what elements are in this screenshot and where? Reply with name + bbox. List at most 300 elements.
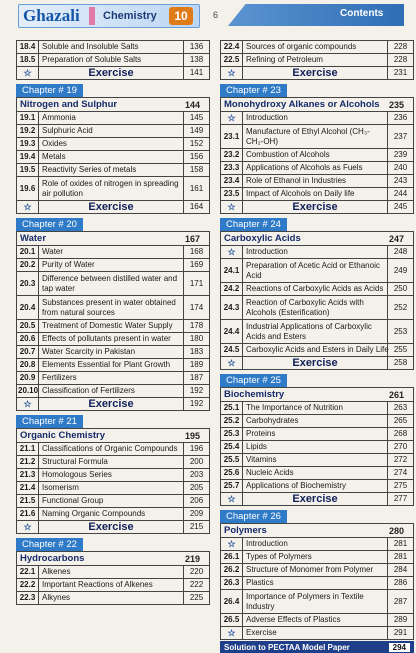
toc-row [221, 259, 414, 283]
topic-title: Refining of Petroleum [243, 54, 388, 67]
topic-number: 26.5 [221, 614, 243, 627]
chapter-title-row [220, 231, 414, 245]
page-ref: 286 [388, 577, 414, 590]
chapter-header [220, 510, 414, 523]
chapter-title-row [16, 231, 210, 245]
topic-title: Exercise [243, 493, 388, 506]
toc-row [17, 272, 210, 296]
topic-title: Water [39, 246, 184, 259]
topic-title: Introduction [243, 538, 388, 551]
toc-row [221, 538, 414, 551]
topic-number: 24.1 [221, 259, 243, 283]
toc-row [17, 138, 210, 151]
topic-title: Purity of Water [39, 259, 184, 272]
topic-title: Manufacture of Ethyl Alcohol (CH₃-CH₂-OH) [243, 125, 388, 149]
toc-table [220, 537, 414, 640]
topic-number: 20.8 [17, 359, 39, 372]
topic-title: The Importance of Nutrition [243, 402, 388, 415]
page-ref: 253 [388, 320, 414, 344]
solution-row [220, 641, 414, 653]
chapter-title-row [16, 97, 210, 111]
topic-number: 22.4 [221, 41, 243, 54]
topic-title: Role of oxides of nitrogen in spreading air pollution [39, 177, 184, 201]
topic-title: Structure of Monomer from Polymer [243, 564, 388, 577]
topic-title: Adverse Effects of Plastics [243, 614, 388, 627]
toc-row [17, 482, 210, 495]
star-icon: ☆ [221, 357, 243, 370]
topic-title: Applications of Biochemistry [243, 480, 388, 493]
topic-title: Classifications of Organic Compounds [39, 443, 184, 456]
chapter-tag: Chapter # 24 [220, 218, 287, 231]
page-ref: 277 [388, 493, 414, 506]
page-ref: 243 [388, 175, 414, 188]
page-number: 6 [213, 10, 219, 20]
topic-title: Industrial Applications of Carboxylic Acids and Esters [243, 320, 388, 344]
page-ref: 240 [388, 162, 414, 175]
chapter-title: Monohydroxy Alkanes or Alcohols [224, 99, 380, 110]
topic-title: Treatment of Domestic Water Supply [39, 320, 184, 333]
topic-title: Plastics [243, 577, 388, 590]
topic-number: 21.6 [17, 508, 39, 521]
toc-row [17, 495, 210, 508]
toc-row [17, 246, 210, 259]
page-header [0, 0, 416, 40]
chapter-title-row [220, 97, 414, 111]
topic-title: Isomerism [39, 482, 184, 495]
topic-title: Introduction [243, 246, 388, 259]
topic-title: Exercise [243, 67, 388, 80]
solution-page: 294 [389, 643, 410, 652]
topic-title: Proteins [243, 428, 388, 441]
page-ref: 275 [388, 480, 414, 493]
page-ref: 209 [184, 508, 210, 521]
topic-title: Difference between distilled water and tap water [39, 272, 184, 296]
topic-title: Structural Formula [39, 456, 184, 469]
topic-number: 22.2 [17, 579, 39, 592]
topic-number: 20.2 [17, 259, 39, 272]
page-ref: 187 [184, 372, 210, 385]
toc-row [221, 149, 414, 162]
topic-number: 26.3 [221, 577, 243, 590]
topic-number: 21.2 [17, 456, 39, 469]
topic-number: 22.5 [221, 54, 243, 67]
topic-number: 21.1 [17, 443, 39, 456]
toc-row [221, 162, 414, 175]
star-icon: ☆ [17, 67, 39, 80]
chapter-header [16, 415, 210, 428]
toc-row [17, 333, 210, 346]
chapter-title: Nitrogen and Sulphur [20, 99, 118, 110]
toc-row [221, 296, 414, 320]
toc-row [221, 283, 414, 296]
toc-row [221, 454, 414, 467]
toc-table [220, 245, 414, 370]
star-icon: ☆ [221, 627, 243, 640]
topic-title: Metals [39, 151, 184, 164]
page-ref: 192 [184, 385, 210, 398]
toc-row [221, 428, 414, 441]
topic-title: Preparation of Soluble Salts [39, 54, 184, 67]
page-ref: 291 [388, 627, 414, 640]
toc-row [221, 564, 414, 577]
topic-title: Exercise [243, 201, 388, 214]
toc-row [221, 125, 414, 149]
page-ref: 178 [184, 320, 210, 333]
star-icon: ☆ [221, 246, 243, 259]
topic-number: 25.6 [221, 467, 243, 480]
topic-number: 23.1 [221, 125, 243, 149]
page-ref: 281 [388, 538, 414, 551]
exercise-row [17, 201, 210, 214]
chapter-tag: Chapter # 21 [16, 415, 83, 428]
toc-row [221, 614, 414, 627]
topic-title: Carbohydrates [243, 415, 388, 428]
topic-number: 20.3 [17, 272, 39, 296]
page-ref: 248 [388, 246, 414, 259]
topic-number: 25.1 [221, 402, 243, 415]
toc-row [17, 579, 210, 592]
topic-title: Substances present in water obtained from natural sources [39, 296, 184, 320]
chapter-tag: Chapter # 25 [220, 374, 287, 387]
page-ref: 206 [184, 495, 210, 508]
chapter-start-page: 144 [184, 99, 200, 110]
chapter-start-page: 235 [388, 99, 404, 110]
page-ref: 236 [388, 112, 414, 125]
page-ref: 141 [184, 67, 210, 80]
toc-row [17, 125, 210, 138]
page-ref: 239 [388, 149, 414, 162]
topic-number: 24.5 [221, 344, 243, 357]
toc-table [16, 565, 210, 605]
topic-title: Applications of Alcohols as Fuels [243, 162, 388, 175]
toc-table [220, 401, 414, 506]
page-ref: 196 [184, 443, 210, 456]
topic-number: 19.1 [17, 112, 39, 125]
page-ref: 228 [388, 54, 414, 67]
chapter-title: Biochemistry [224, 389, 285, 400]
page-ref: 220 [184, 566, 210, 579]
topic-title: Ammonia [39, 112, 184, 125]
star-icon: ☆ [17, 398, 39, 411]
page-ref: 192 [184, 398, 210, 411]
chapter-tag: Chapter # 26 [220, 510, 287, 523]
topic-number: 22.3 [17, 592, 39, 605]
page-ref: 158 [184, 164, 210, 177]
exercise-row [221, 201, 414, 214]
toc-row [221, 551, 414, 564]
page-ref: 270 [388, 441, 414, 454]
topic-title: Combustion of Alcohols [243, 149, 388, 162]
chapter-title-row [220, 523, 414, 537]
chapter-start-page: 167 [184, 233, 200, 244]
toc-row [17, 469, 210, 482]
exercise-row [17, 398, 210, 411]
toc-row [221, 402, 414, 415]
toc-row [17, 259, 210, 272]
star-icon: ☆ [221, 538, 243, 551]
page-ref: 149 [184, 125, 210, 138]
brand-divider [89, 7, 95, 25]
page-ref: 161 [184, 177, 210, 201]
topic-title: Classification of Fertilizers [39, 385, 184, 398]
topic-number: 24.4 [221, 320, 243, 344]
chapter-tag: Chapter # 20 [16, 218, 83, 231]
chapter-start-page: 219 [184, 553, 200, 564]
topic-number: 23.2 [221, 149, 243, 162]
topic-number: 18.4 [17, 41, 39, 54]
topic-number: 25.3 [221, 428, 243, 441]
exercise-row [17, 521, 210, 534]
page-ref: 156 [184, 151, 210, 164]
toc-row [221, 112, 414, 125]
star-icon: ☆ [221, 67, 243, 80]
toc-row [221, 54, 414, 67]
page-ref: 258 [388, 357, 414, 370]
topic-title: Alkenes [39, 566, 184, 579]
topic-title: Sources of organic compounds [243, 41, 388, 54]
page-ref: 272 [388, 454, 414, 467]
grade-badge: 10 [169, 7, 193, 25]
toc-table [16, 40, 210, 80]
topic-title: Important Reactions of Alkenes [39, 579, 184, 592]
page-ref: 287 [388, 590, 414, 614]
page-ref: 222 [184, 579, 210, 592]
topic-number: 19.5 [17, 164, 39, 177]
topic-number: 20.6 [17, 333, 39, 346]
toc-row [221, 415, 414, 428]
solution-title: Solution to PECTAA Model Paper [224, 642, 350, 652]
topic-title: Exercise [243, 357, 388, 370]
toc-row [221, 590, 414, 614]
page-ref: 225 [184, 592, 210, 605]
topic-number: 20.1 [17, 246, 39, 259]
chapter-header [220, 218, 414, 231]
subject-name: Chemistry [103, 10, 157, 22]
topic-title: Elements Essential for Plant Growth [39, 359, 184, 372]
chapter-title: Carboxylic Acids [224, 233, 301, 244]
topic-title: Lipids [243, 441, 388, 454]
page-ref: 289 [388, 614, 414, 627]
chapter-start-page: 280 [388, 525, 404, 536]
page-ref: 205 [184, 482, 210, 495]
topic-title: Exercise [39, 521, 184, 534]
toc-row [17, 320, 210, 333]
toc-row [17, 296, 210, 320]
toc-row [17, 443, 210, 456]
star-icon: ☆ [221, 112, 243, 125]
page-ref: 268 [388, 428, 414, 441]
toc-row [17, 151, 210, 164]
topic-title: Naming Organic Compounds [39, 508, 184, 521]
topic-number: 25.4 [221, 441, 243, 454]
chapter-header [16, 218, 210, 231]
chapter-start-page: 261 [388, 389, 404, 400]
page-ref: 281 [388, 551, 414, 564]
topic-number: 23.4 [221, 175, 243, 188]
chapter-start-page: 247 [388, 233, 404, 244]
right-column [220, 40, 414, 653]
page-ref: 284 [388, 564, 414, 577]
topic-number: 19.2 [17, 125, 39, 138]
toc-table [16, 245, 210, 411]
toc-table [16, 442, 210, 534]
toc-row [17, 54, 210, 67]
toc-row [17, 385, 210, 398]
brand-name: Ghazali [23, 6, 80, 25]
topic-title: Homologous Series [39, 469, 184, 482]
exercise-row [221, 493, 414, 506]
page-ref: 249 [388, 259, 414, 283]
chapter-title: Water [20, 233, 47, 244]
chapter-tag: Chapter # 23 [220, 84, 287, 97]
chapter-start-page: 195 [184, 430, 200, 441]
topic-title: Effects of pollutants present in water [39, 333, 184, 346]
page-ref: 169 [184, 259, 210, 272]
topic-title: Impact of Alcohols on Daily life [243, 188, 388, 201]
topic-title: Exercise [39, 398, 184, 411]
topic-number: 25.2 [221, 415, 243, 428]
topic-number: 22.1 [17, 566, 39, 579]
topic-number: 20.5 [17, 320, 39, 333]
book-brand [18, 4, 200, 28]
page-ref: 255 [388, 344, 414, 357]
chapter-title: Hydrocarbons [20, 553, 85, 564]
toc-row [17, 41, 210, 54]
toc-row [221, 41, 414, 54]
toc-table [16, 111, 210, 214]
topic-title: Reactions of Carboxylic Acids as Acids [243, 283, 388, 296]
page-ref: 237 [388, 125, 414, 149]
topic-title: Soluble and Insoluble Salts [39, 41, 184, 54]
topic-title: Role of Ethanol in Industries [243, 175, 388, 188]
topic-title: Oxides [39, 138, 184, 151]
toc-row [221, 577, 414, 590]
star-icon: ☆ [17, 521, 39, 534]
topic-number: 19.3 [17, 138, 39, 151]
topic-title: Types of Polymers [243, 551, 388, 564]
page-ref: 245 [388, 201, 414, 214]
toc-row [221, 246, 414, 259]
topic-number: 19.4 [17, 151, 39, 164]
topic-number: 21.5 [17, 495, 39, 508]
topic-title: Reaction of Carboxylic Acids with Alcohols (Esterification) [243, 296, 388, 320]
toc-row [17, 112, 210, 125]
toc-row [17, 456, 210, 469]
topic-title: Exercise [39, 67, 184, 80]
topic-number: 18.5 [17, 54, 39, 67]
topic-title: Functional Group [39, 495, 184, 508]
page-ref: 203 [184, 469, 210, 482]
chapter-title-row [16, 428, 210, 442]
topic-title: Reactivity Series of metals [39, 164, 184, 177]
topic-title: Preparation of Acetic Acid or Ethanoic Acid [243, 259, 388, 283]
topic-number: 20.10 [17, 385, 39, 398]
topic-title: Carboxylic Acids and Esters in Daily Life [243, 344, 388, 357]
toc-row [17, 359, 210, 372]
page-ref: 152 [184, 138, 210, 151]
topic-title: Exercise [243, 627, 388, 640]
chapter-title-row [220, 387, 414, 401]
page-ref: 231 [388, 67, 414, 80]
topic-number: 23.3 [221, 162, 243, 175]
toc-row [17, 177, 210, 201]
page-ref: 263 [388, 402, 414, 415]
topic-number: 21.3 [17, 469, 39, 482]
toc-row [17, 164, 210, 177]
toc-row [221, 344, 414, 357]
left-column [16, 40, 210, 605]
page-ref: 252 [388, 296, 414, 320]
toc-table [220, 40, 414, 80]
topic-title: Exercise [39, 201, 184, 214]
chapter-title: Polymers [224, 525, 267, 536]
page-ref: 274 [388, 467, 414, 480]
chapter-tag: Chapter # 22 [16, 538, 83, 551]
star-icon: ☆ [221, 201, 243, 214]
topic-number: 25.5 [221, 454, 243, 467]
star-icon: ☆ [17, 201, 39, 214]
topic-title: Fertilizers [39, 372, 184, 385]
topic-title: Vitamins [243, 454, 388, 467]
chapter-header [16, 538, 210, 551]
toc-table [220, 111, 414, 214]
topic-title: Alkynes [39, 592, 184, 605]
toc-row [17, 566, 210, 579]
exercise-row [17, 67, 210, 80]
chapter-title: Organic Chemistry [20, 430, 105, 441]
page-ref: 174 [184, 296, 210, 320]
star-icon: ☆ [221, 493, 243, 506]
page-ref: 180 [184, 333, 210, 346]
page-ref: 228 [388, 41, 414, 54]
topic-number: 26.4 [221, 590, 243, 614]
toc-row [17, 508, 210, 521]
chapter-tag: Chapter # 19 [16, 84, 83, 97]
page-ref: 171 [184, 272, 210, 296]
topic-title: Introduction [243, 112, 388, 125]
toc-row [221, 627, 414, 640]
chapter-title-row [16, 551, 210, 565]
topic-number: 21.4 [17, 482, 39, 495]
topic-number: 26.2 [221, 564, 243, 577]
topic-number: 26.1 [221, 551, 243, 564]
toc-row [221, 175, 414, 188]
toc-row [221, 441, 414, 454]
page-ref: 168 [184, 246, 210, 259]
toc-row [221, 480, 414, 493]
topic-title: Sulphuric Acid [39, 125, 184, 138]
topic-number: 25.7 [221, 480, 243, 493]
toc-row [221, 188, 414, 201]
page-ref: 244 [388, 188, 414, 201]
contents-label: Contents [340, 8, 384, 19]
chapter-header [220, 374, 414, 387]
toc-row [17, 592, 210, 605]
toc-row [17, 372, 210, 385]
toc-row [221, 467, 414, 480]
topic-number: 20.4 [17, 296, 39, 320]
toc-row [221, 320, 414, 344]
page-ref: 200 [184, 456, 210, 469]
page-ref: 164 [184, 201, 210, 214]
exercise-row [221, 67, 414, 80]
page-ref: 136 [184, 41, 210, 54]
page-ref: 183 [184, 346, 210, 359]
page-ref: 189 [184, 359, 210, 372]
exercise-row [221, 357, 414, 370]
chapter-header [16, 84, 210, 97]
topic-number: 23.5 [221, 188, 243, 201]
